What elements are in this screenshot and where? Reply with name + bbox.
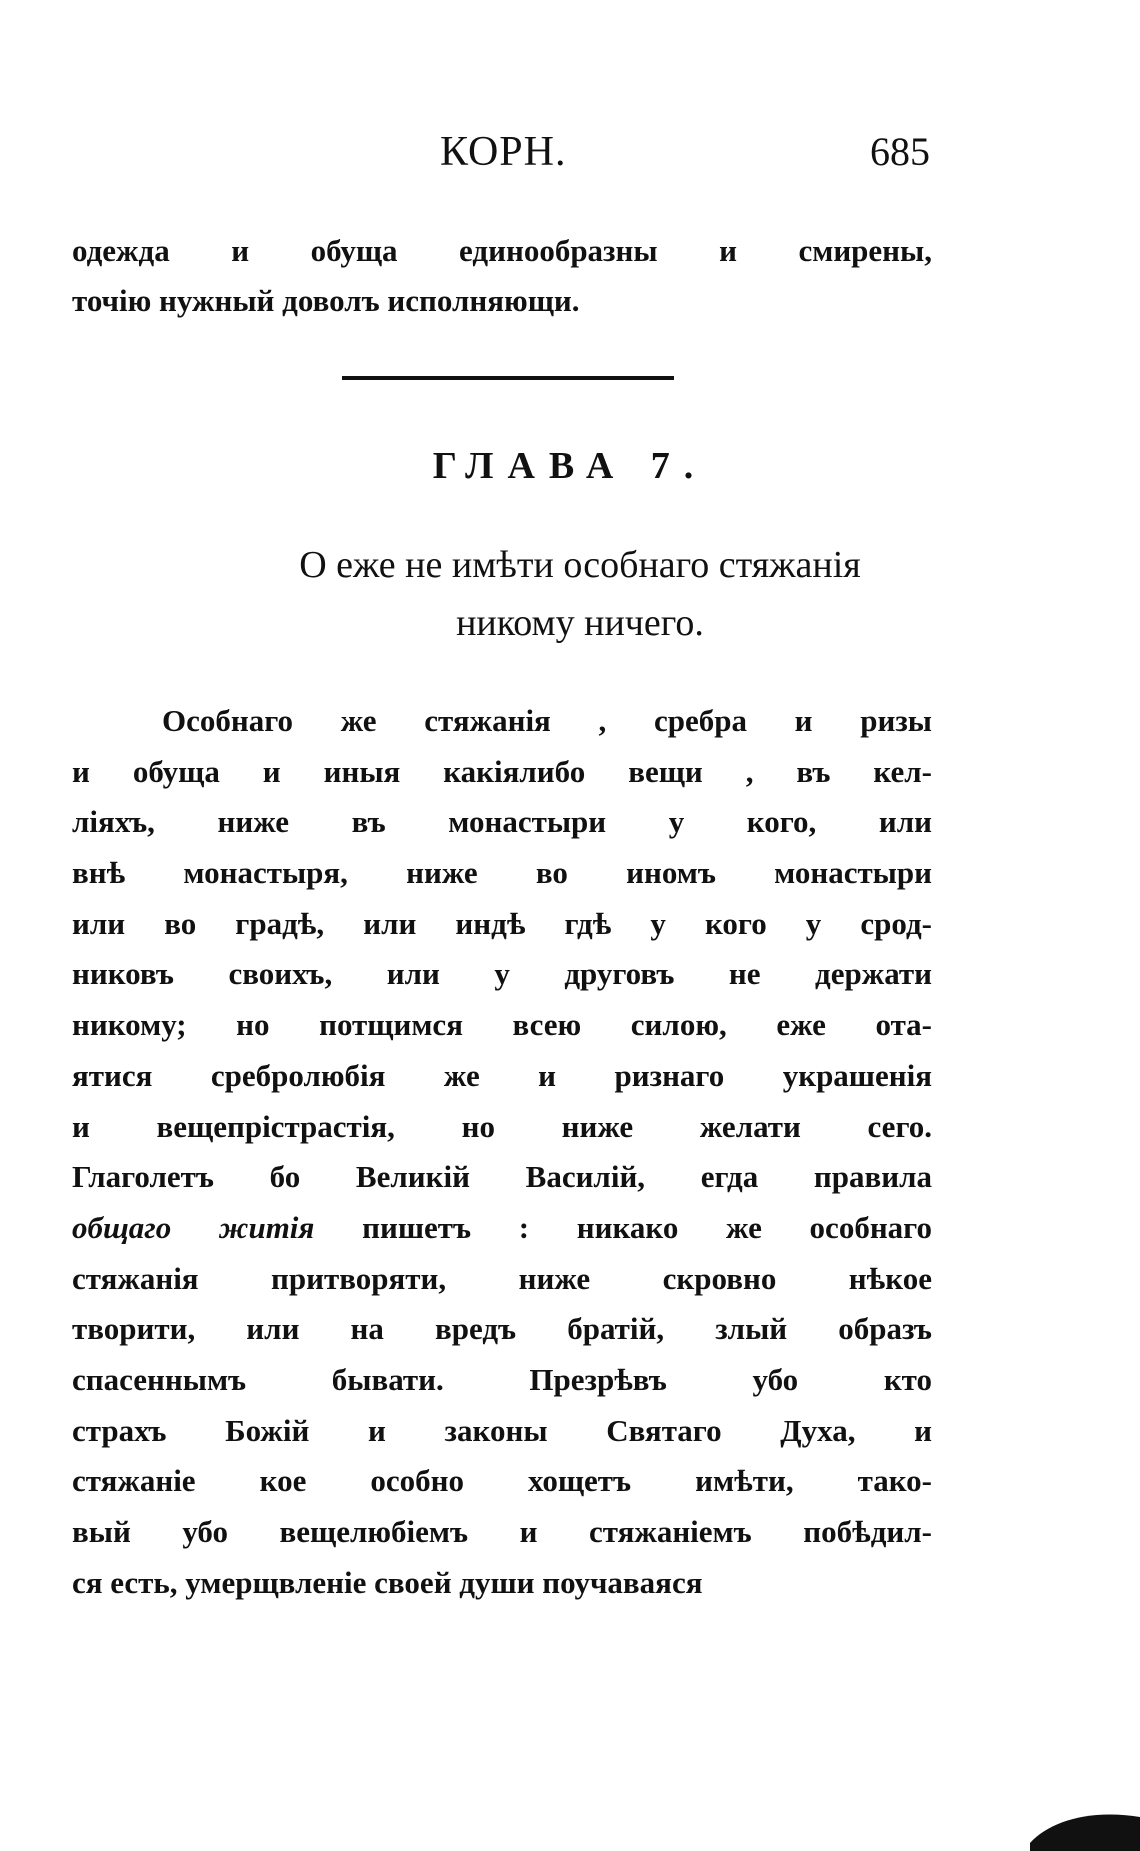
page-header xyxy=(70,128,930,188)
text-line: никовъ своихъ, или у друговъ не держати xyxy=(72,956,932,992)
text-line: или во градѣ, или индѣ гдѣ у кого у срод- xyxy=(72,905,932,941)
continuation-paragraph xyxy=(72,226,932,326)
text-line: и обуща и иныя какіялибо вещи , въ кел- xyxy=(72,753,932,789)
text-line: Особнаго же стяжанія , сребра и ризы xyxy=(162,703,932,738)
text-line: ліяхъ, ниже въ монастыри у кого, или xyxy=(72,804,932,840)
text-line: стяжанія притворяти, ниже скровно нѣкое xyxy=(72,1260,932,1296)
text-line: спасеннымъ бывати. Презрѣвъ убо кто xyxy=(72,1361,932,1397)
italic-phrase: общаго житія xyxy=(72,1209,315,1245)
chapter-title-line: никому ничего. xyxy=(456,602,704,644)
chapter-title xyxy=(100,536,1060,652)
text-line: ся есть, умерщвленіе своей души поучаваяся xyxy=(72,1564,703,1600)
chapter-body xyxy=(72,696,932,1608)
text-line: точію нужный доволъ исполняющи. xyxy=(72,283,580,318)
text-line: ятися сребролюбія же и ризнаго украшенія xyxy=(72,1057,932,1093)
text-line: стяжаніе кое особно хощетъ имѣти, тако- xyxy=(72,1463,932,1499)
text-line: страхъ Божій и законы Святаго Духа, и xyxy=(72,1412,932,1448)
text-line: никому; но потщимся всею силою, еже ота- xyxy=(72,1007,932,1043)
chapter-heading: ГЛАВА 7. xyxy=(432,445,708,487)
text-line: вый убо вещелюбіемъ и стяжаніемъ побѣдил- xyxy=(72,1514,932,1549)
ink-blot-mark xyxy=(1030,1791,1140,1851)
text-line: и вещепрістрастія, но ниже желати сего. xyxy=(72,1108,932,1144)
text-line: Глаголетъ бо Великій Василій, егда правила xyxy=(72,1159,932,1195)
text-line-with-italic xyxy=(72,1203,932,1254)
text-line: одежда и обуща единообразны и смирены, xyxy=(72,233,932,268)
chapter-title-line: О еже не имѣти особнаго стяжанія xyxy=(299,544,861,586)
text-line: пишетъ : никако же особнаго xyxy=(362,1209,932,1245)
text-line: внѣ монастыря, ниже во иномъ монастыри xyxy=(72,855,932,891)
running-head: КОРН. xyxy=(440,129,567,175)
section-divider xyxy=(342,376,674,380)
text-line: творити, или на вредъ братій, злый образъ xyxy=(72,1311,932,1347)
page-number: 685 xyxy=(870,129,930,174)
